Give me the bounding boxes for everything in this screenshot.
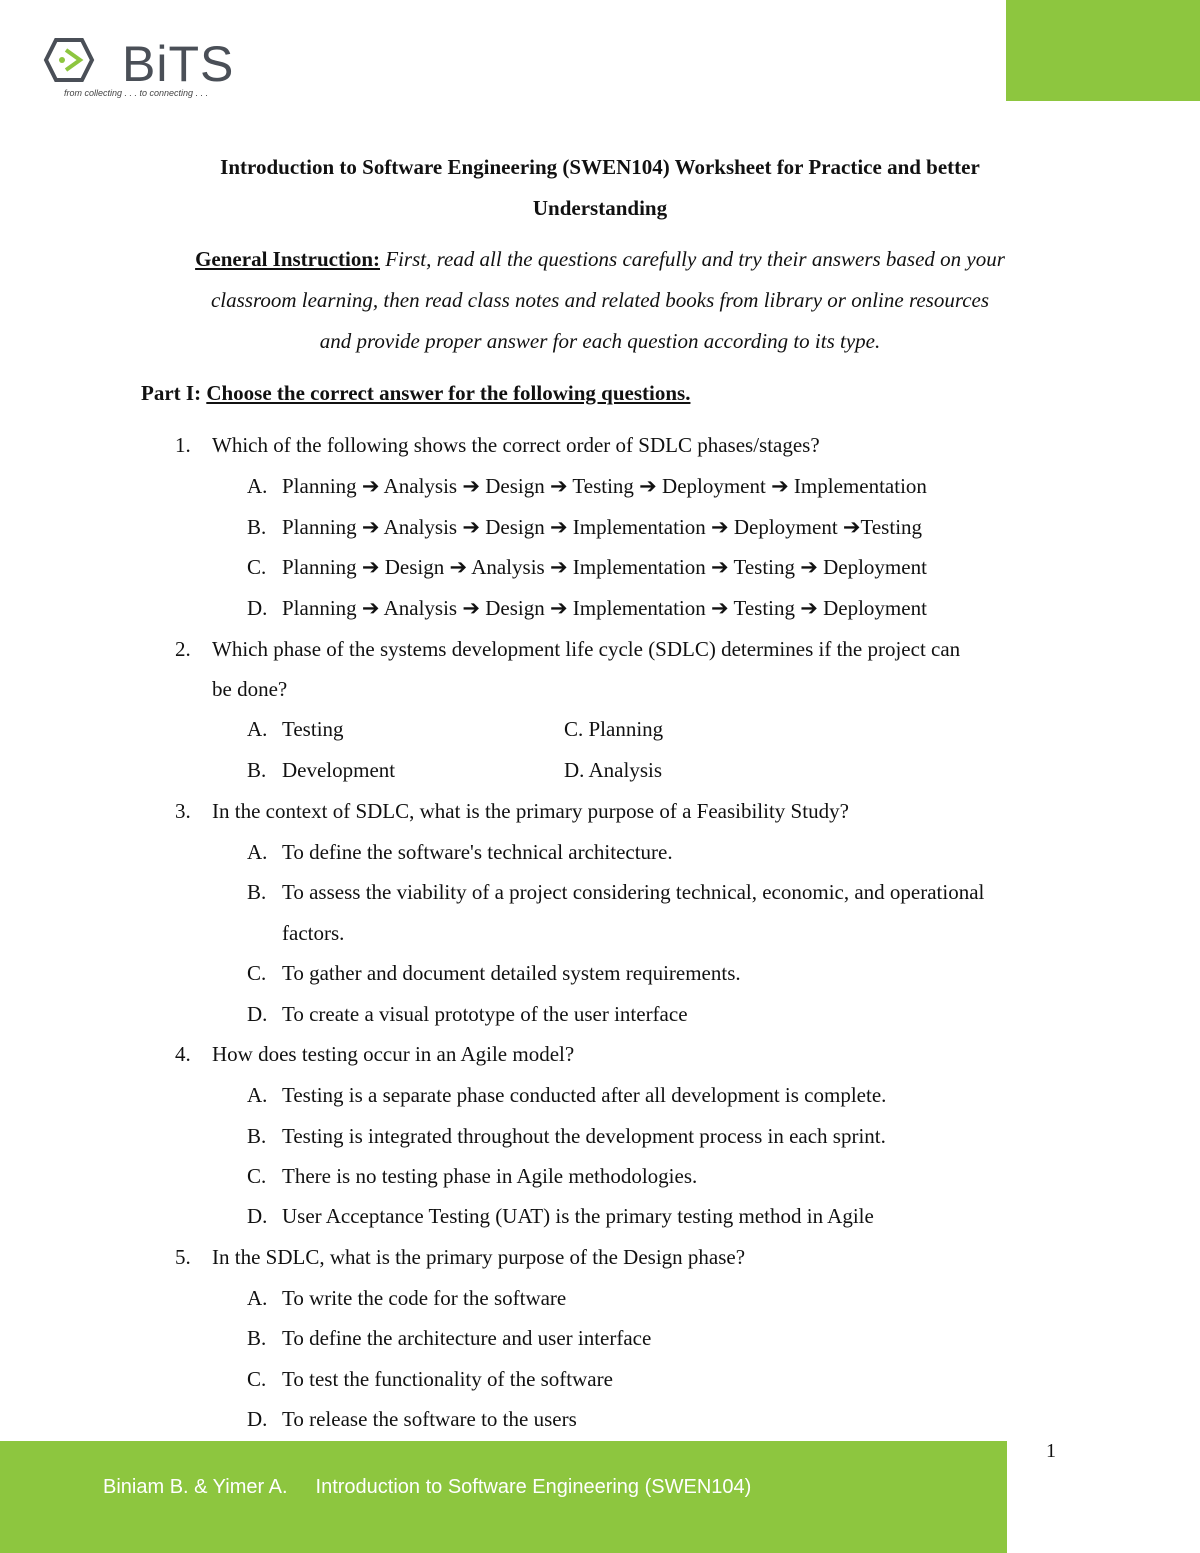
option-text: To release the software to the users	[282, 1407, 577, 1431]
general-instruction-line-3: and provide proper answer for each question according to its type.	[319, 329, 881, 353]
document-title-line-1: Introduction to Software Engineering (SWEN104) Worksheet for Practice and better	[220, 155, 980, 179]
header-green-block	[1006, 0, 1200, 101]
option-text: Planning ➔ Design ➔ Analysis ➔ Implementation ➔ Testing ➔ Deployment	[282, 555, 927, 579]
question-text: In the SDLC, what is the primary purpose of the Design phase?	[212, 1245, 746, 1269]
question-5-option-a	[247, 1286, 566, 1311]
bits-logo	[42, 34, 235, 106]
option-letter: C.	[247, 1164, 267, 1188]
part-1-label: Part I:	[141, 381, 207, 405]
question-number: 4.	[175, 1042, 191, 1066]
question-1-option-d	[247, 596, 927, 621]
question-3-option-b-continuation: factors.	[282, 921, 345, 945]
question-text: How does testing occur in an Agile model?	[212, 1042, 575, 1066]
question-2-option-a	[247, 717, 344, 742]
option-text: Planning ➔ Analysis ➔ Design ➔ Testing ➔ Deployment ➔ Implementation	[282, 474, 927, 498]
option-text: Planning ➔ Analysis ➔ Design ➔ Implementation ➔ Testing ➔ Deployment	[282, 596, 927, 620]
option-text: Planning ➔ Analysis ➔ Design ➔ Implementation ➔ Deployment ➔Testing	[282, 515, 923, 539]
part-1-text: Choose the correct answer for the following questions.	[206, 381, 691, 405]
option-letter: D.	[247, 1204, 268, 1228]
question-2-continuation: be done?	[212, 677, 288, 701]
logo-wordmark: BiTS	[122, 36, 235, 92]
question-2-option-d: D. Analysis	[564, 758, 663, 782]
option-letter: A.	[247, 1083, 268, 1107]
option-text: To assess the viability of a project considering technical, economic, and operational	[282, 880, 985, 904]
question-3-option-a	[247, 840, 673, 865]
option-letter: B.	[247, 758, 267, 782]
question-2-option-b	[247, 758, 395, 783]
logo-hexagon-icon	[42, 34, 122, 94]
question-2-option-c: C. Planning	[564, 717, 664, 741]
footer-course: Introduction to Software Engineering (SWEN104)	[315, 1476, 752, 1498]
option-letter: A.	[247, 1286, 268, 1310]
question-2	[175, 637, 960, 662]
question-number: 2.	[175, 637, 191, 661]
option-text: To create a visual prototype of the user interface	[282, 1002, 688, 1026]
question-3-option-c	[247, 961, 741, 986]
option-text: There is no testing phase in Agile methodologies.	[282, 1164, 698, 1188]
question-4-option-c	[247, 1164, 697, 1189]
question-text: Which of the following shows the correct order of SDLC phases/stages?	[212, 433, 820, 457]
option-text: Testing	[282, 717, 344, 741]
option-text: Testing is a separate phase conducted after all development is complete.	[282, 1083, 887, 1107]
option-letter: B.	[247, 515, 267, 539]
question-4-option-b	[247, 1124, 886, 1149]
option-text: Testing is integrated throughout the development process in each sprint.	[282, 1124, 886, 1148]
option-text: To define the software's technical architecture.	[282, 840, 673, 864]
option-letter: D.	[247, 1002, 268, 1026]
option-letter: A.	[247, 474, 268, 498]
question-4-option-d	[247, 1204, 874, 1229]
question-text: In the context of SDLC, what is the primary purpose of a Feasibility Study?	[212, 799, 849, 823]
document-title-line-2: Understanding	[532, 196, 668, 220]
option-text: To gather and document detailed system requirements.	[282, 961, 741, 985]
question-3	[175, 799, 849, 824]
question-5-option-d	[247, 1407, 577, 1432]
option-text: To define the architecture and user interface	[282, 1326, 652, 1350]
option-text: To test the functionality of the software	[282, 1367, 613, 1391]
question-1-option-c	[247, 555, 927, 580]
option-letter: C.	[247, 1367, 267, 1391]
option-letter: A.	[247, 717, 268, 741]
general-instruction-line-1	[100, 247, 1100, 272]
question-number: 3.	[175, 799, 191, 823]
option-letter: D.	[247, 1407, 268, 1431]
page-number: 1	[1046, 1440, 1056, 1462]
option-text: To write the code for the software	[282, 1286, 567, 1310]
question-5	[175, 1245, 745, 1270]
option-letter: C.	[247, 555, 267, 579]
question-1-option-b	[247, 515, 922, 540]
question-text: Which phase of the systems development life cycle (SDLC) determines if the project can	[212, 637, 961, 661]
footer-authors: Biniam B. & Yimer A.	[103, 1476, 288, 1498]
option-letter: B.	[247, 880, 267, 904]
instruction-text-1: First, read all the questions carefully and try their answers based on your	[380, 247, 1005, 271]
option-letter: A.	[247, 840, 268, 864]
question-1	[175, 433, 820, 458]
option-letter: B.	[247, 1326, 267, 1350]
option-letter: D.	[247, 596, 268, 620]
option-text: Development	[282, 758, 396, 782]
question-4	[175, 1042, 574, 1067]
question-5-option-c	[247, 1367, 613, 1392]
general-instruction-line-2: classroom learning, then read class notes and related books from library or online resources	[210, 288, 990, 312]
question-number: 1.	[175, 433, 191, 457]
question-3-option-d	[247, 1002, 688, 1027]
question-3-option-b	[247, 880, 984, 905]
general-instruction-label: General Instruction:	[195, 247, 380, 271]
option-letter: C.	[247, 961, 267, 985]
option-text: User Acceptance Testing (UAT) is the primary testing method in Agile	[282, 1204, 874, 1228]
question-5-option-b	[247, 1326, 651, 1351]
question-1-option-a	[247, 474, 927, 499]
question-number: 5.	[175, 1245, 191, 1269]
logo-tagline: from collecting . . . to connecting . . .	[64, 88, 209, 98]
part-1-heading	[141, 381, 690, 406]
footer-text	[103, 1476, 751, 1499]
option-letter: B.	[247, 1124, 267, 1148]
question-4-option-a	[247, 1083, 886, 1108]
